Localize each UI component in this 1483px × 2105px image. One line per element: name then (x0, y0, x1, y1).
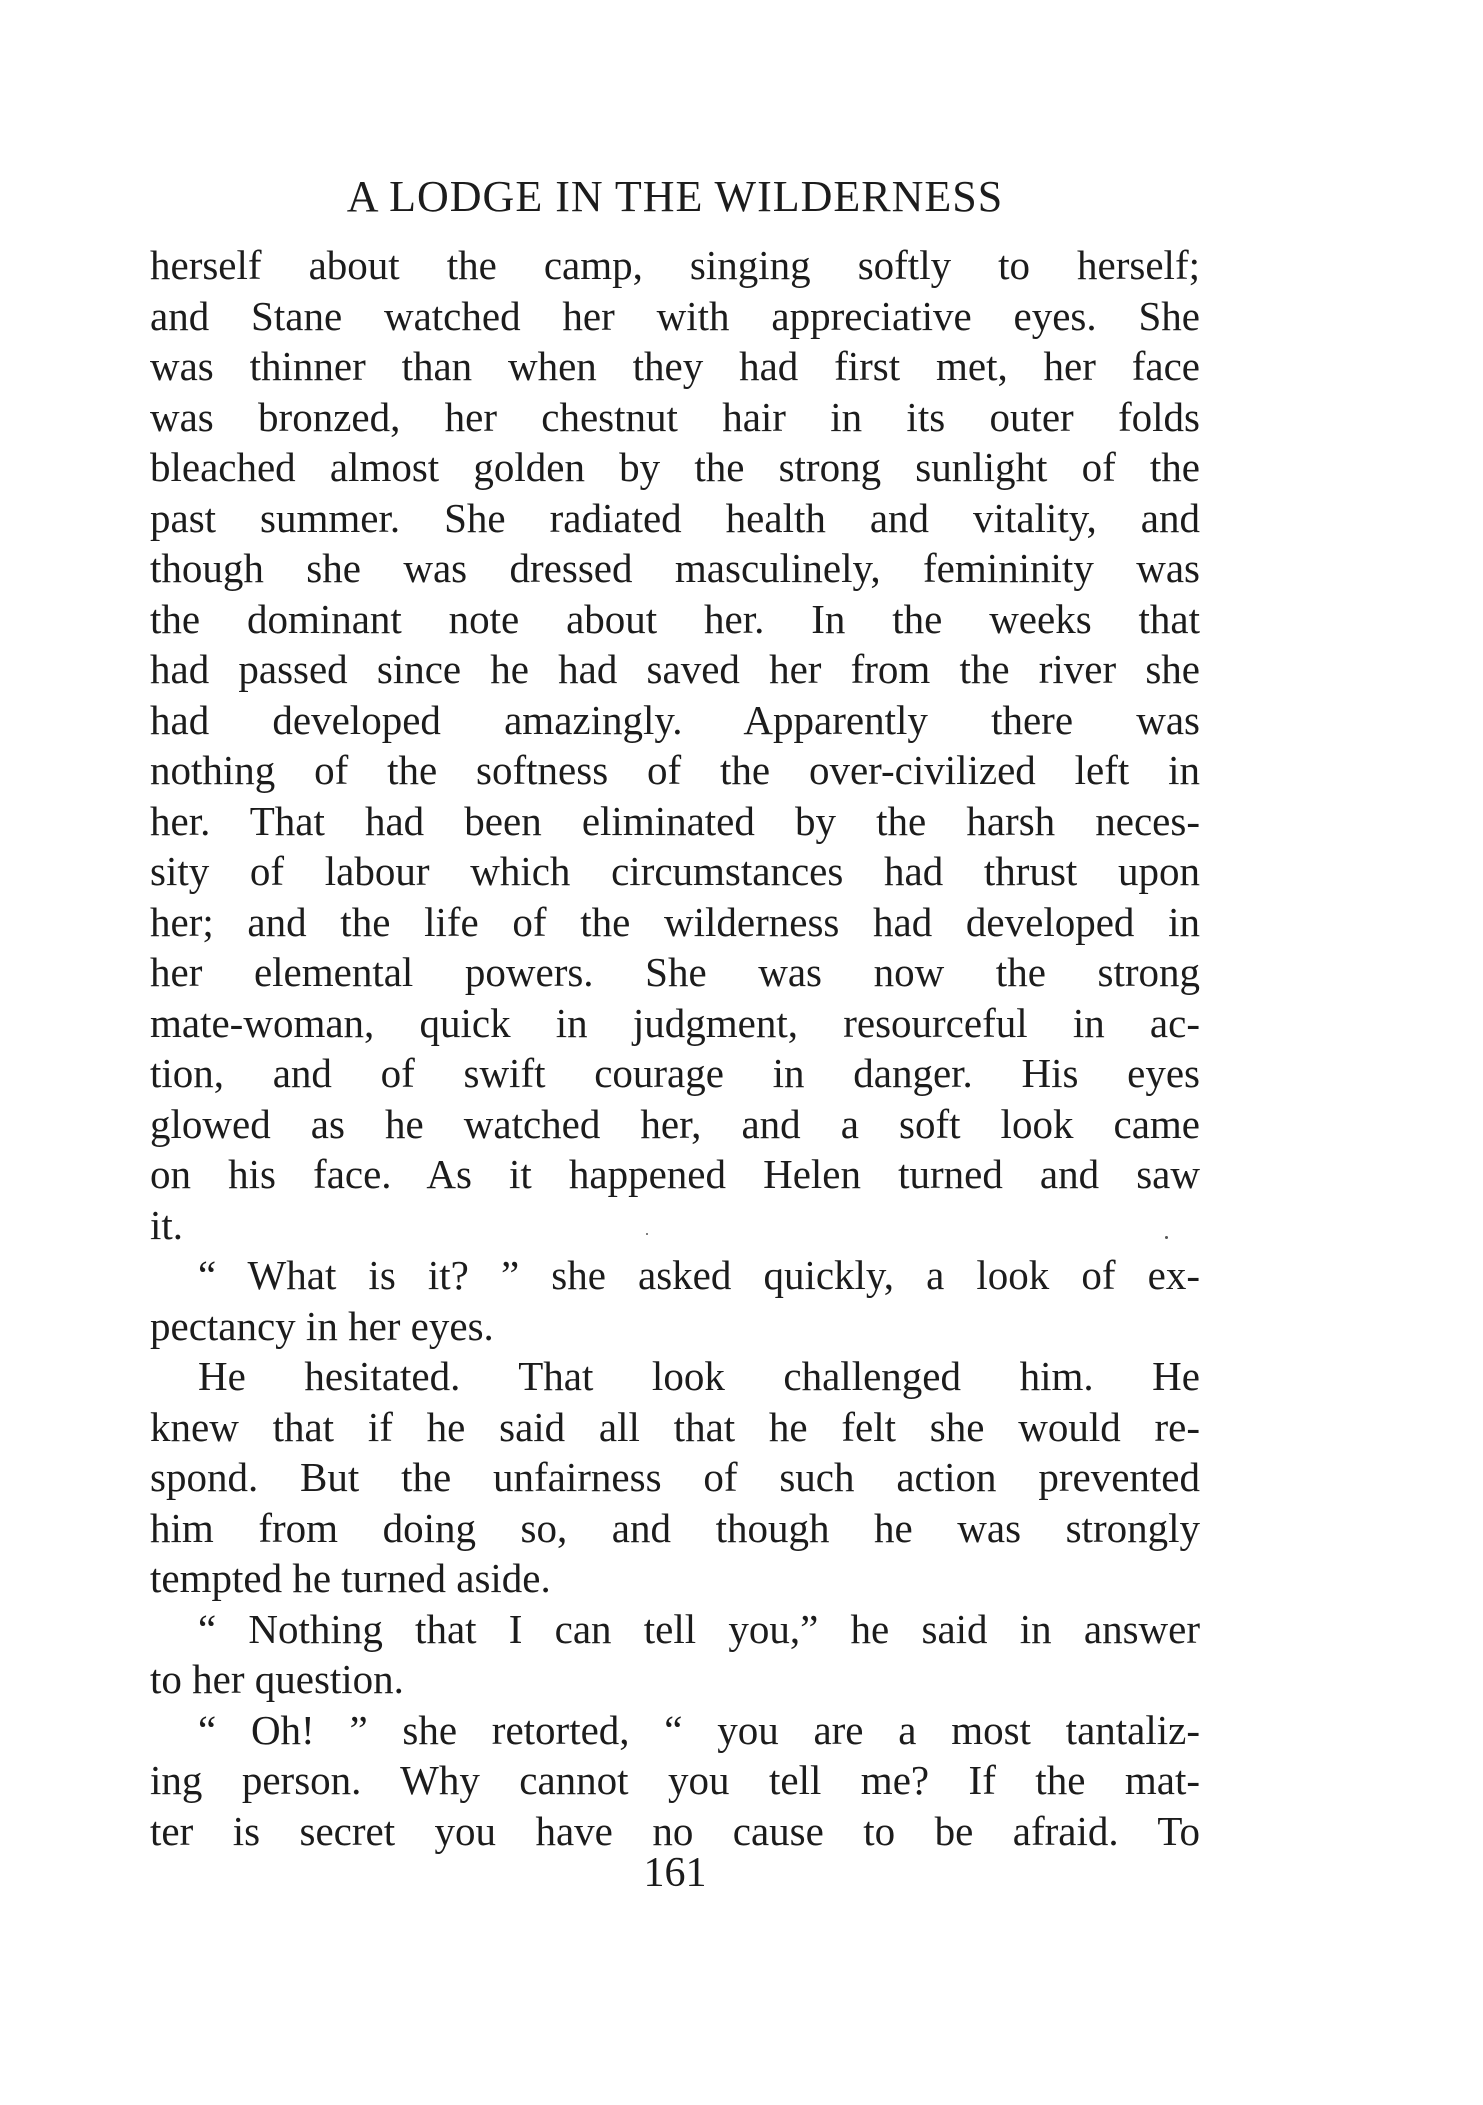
text-line: He hesitated. That look challenged him. He (198, 1353, 1200, 1399)
text-line: “ What is it? ” she asked quickly, a look of ex- (198, 1252, 1200, 1298)
page-number: 161 (643, 1850, 707, 1896)
text-line: to her question. (150, 1656, 404, 1702)
text-line: had passed since he had saved her from the river she (150, 646, 1200, 692)
text-line: her elemental powers. She was now the strong (150, 949, 1200, 995)
text-line: and Stane watched her with appreciative eyes. She (150, 292, 1200, 339)
text-line: bleached almost golden by the strong sunlight of the (150, 444, 1200, 490)
text-line: nothing of the softness of the over-civilized left in (150, 747, 1200, 793)
text-line: ing person. Why cannot you tell me? If the mat- (150, 1757, 1200, 1803)
text-line: tion, and of swift courage in danger. His eyes (150, 1050, 1200, 1096)
text-line: “ Nothing that I can tell you,” he said in answer (198, 1605, 1200, 1652)
text-line: was thinner than when they had first met, her face (150, 343, 1200, 389)
text-line: tempted he turned aside. (150, 1555, 551, 1601)
text-line: glowed as he watched her, and a soft look came (150, 1100, 1200, 1147)
text-line: spond. But the unfairness of such action prevented (150, 1454, 1200, 1500)
text-line: had developed amazingly. Apparently there was (150, 696, 1200, 743)
text-line: mate-woman, quick in judgment, resourceful in ac- (150, 999, 1200, 1046)
print-speck (1165, 1236, 1168, 1239)
text-line: sity of labour which circumstances had thrust upon (150, 848, 1200, 894)
text-line: it. (150, 1201, 184, 1248)
running-head: A LODGE IN THE WILDERNESS (346, 172, 1004, 221)
text-line: her; and the life of the wilderness had developed in (150, 898, 1200, 945)
text-line: him from doing so, and though he was strongly (150, 1504, 1200, 1551)
text-line: ter is secret you have no cause to be afraid. To (150, 1807, 1200, 1854)
text-line: “ Oh! ” she retorted, “ you are a most tantaliz- (198, 1706, 1200, 1753)
text-line: was bronzed, her chestnut hair in its outer folds (150, 393, 1200, 440)
text-line: herself about the camp, singing softly to herself; (150, 242, 1200, 288)
text-line: the dominant note about her. In the weeks that (150, 595, 1200, 642)
text-line: on his face. As it happened Helen turned and saw (150, 1151, 1200, 1197)
body-text (150, 240, 1200, 1856)
text-line: knew that if he said all that he felt she would re- (150, 1403, 1200, 1450)
text-line: her. That had been eliminated by the harsh neces- (150, 797, 1200, 844)
print-speck (646, 1233, 648, 1235)
text-line: though she was dressed masculinely, femininity was (150, 545, 1200, 591)
text-line: past summer. She radiated health and vitality, and (150, 494, 1200, 541)
text-line: pectancy in her eyes. (150, 1302, 494, 1349)
